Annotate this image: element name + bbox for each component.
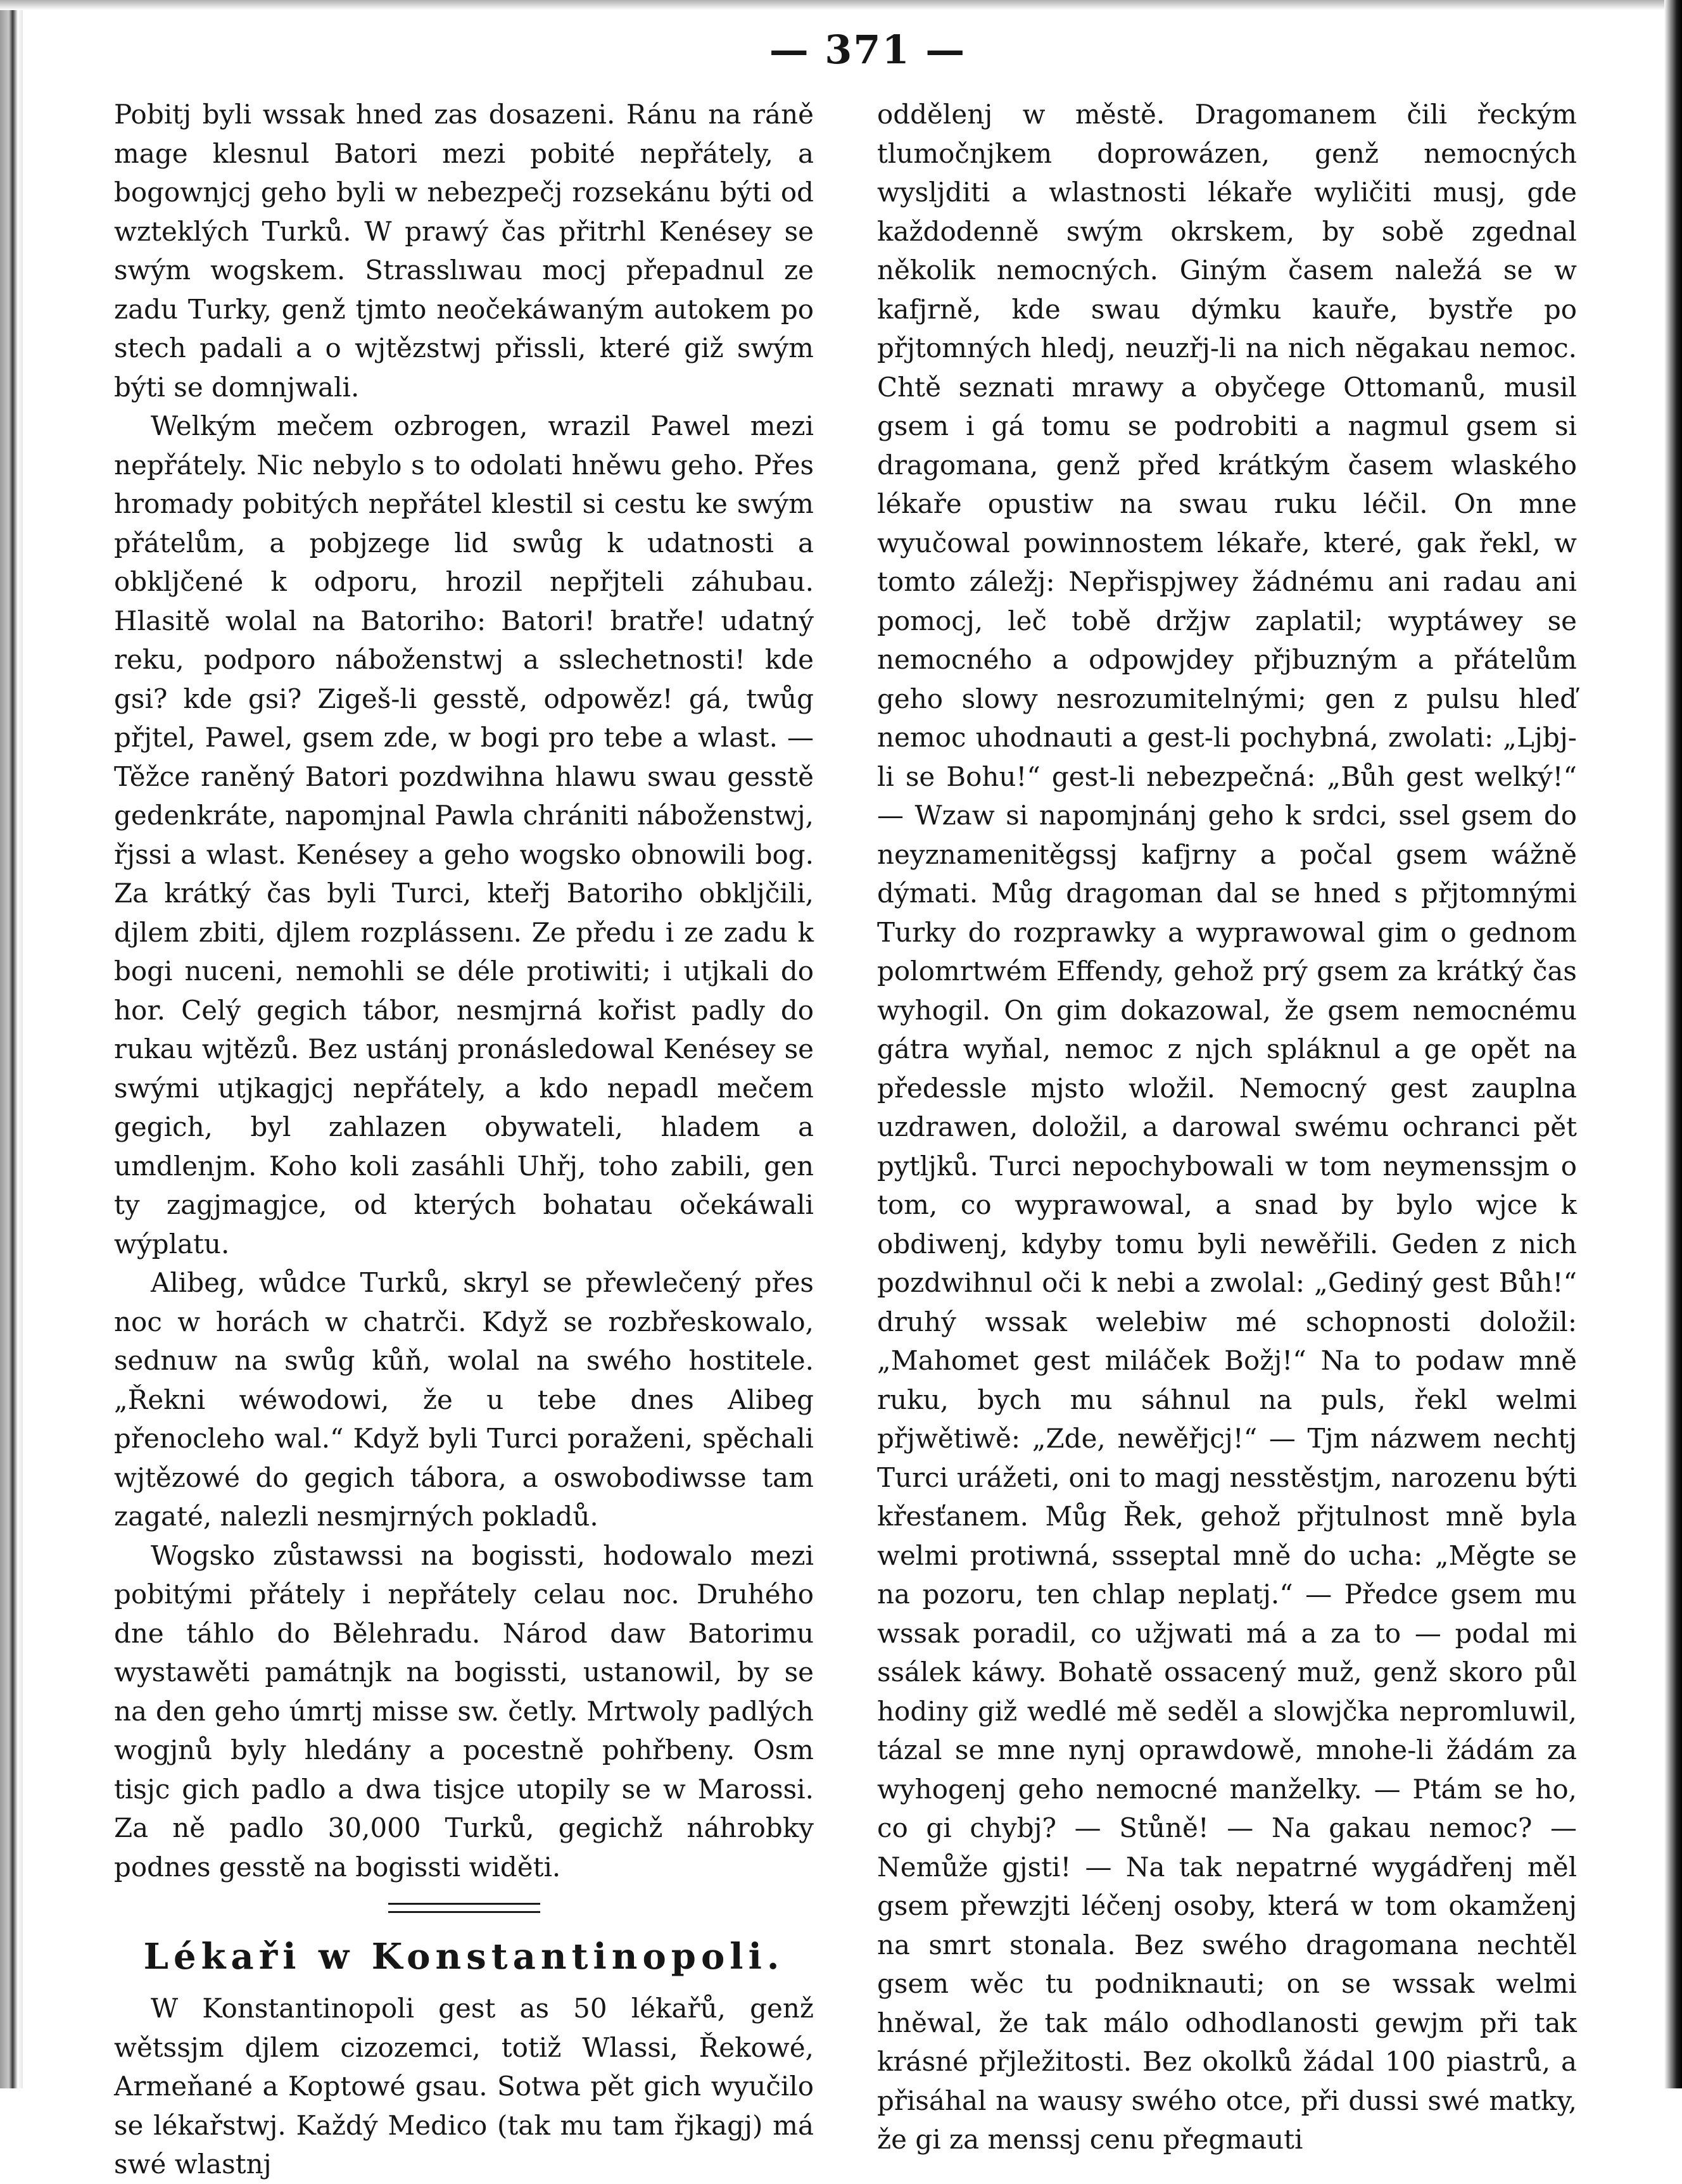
paragraph: Alibeg, wůdce Turků, skryl se přewlečený přes noc w horách w chatrči. Když se rozbřeskowalo, sednuw na swůg kůň, wolal na swého hostitele. „Řekni wéwodowi, že u tebe dnes Alibeg přenocleho wal.“ Když byli Turci poraženi, spěchali wjtězowé do gegich tábora, a oswobodiwsse tam zagaté, nalezli nesmjrných pokladů.	[114, 1267, 814, 1532]
scan-right-edge	[1664, 0, 1682, 2088]
scan-top-edge	[0, 0, 1682, 10]
paragraph: Wogsko zůstawssi na bogissti, hodowalo mezi pobitými přátely i nepřátely celau noc. Druhého dne táhlo do Bělehradu. Národ daw Batorimu wystawěti památnjk na bogissti, ustanowil, by se na den geho úmrtj misse sw. četly. Mrtwoly padlých wogjnů byly hledány a pocestně pohřbeny. Osm tisjc gich padlo a dwa tisjce utopily se w Marossi. Za ně padlo 30,000 Turků, gegichž náhrobky podnes gesstě na bogissti widěti.	[114, 1539, 814, 1883]
section-divider	[388, 1903, 540, 1913]
left-column	[114, 95, 814, 2184]
section-title: Lékaři w Konstantinopoli.	[143, 1936, 785, 1978]
page-number: — 371 —	[769, 26, 966, 73]
right-column	[877, 95, 1577, 2159]
section-intro: W Konstantinopoli gest as 50 lékařů, genž wětssjm djlem cizozemci, totiž Wlassi, Řekowé, Armeňané a Koptowé gsau. Sotwa pět gich wyučilo se lékařstwj. Každý Medico (tak mu tam řjkagj) má swé wlastnj	[114, 1993, 814, 2180]
paragraph: Pobitj byli wssak hned zas dosazeni. Ránu na ráně mage klesnul Batori mezi pobité nepřátely, a bogownjcj geho byli w nebezpečj rozsekánu býti od wzteklých Turků. W prawý čas přitrhl Kenésey se swým wogskem. Strasslıwau mocj přepadnul ze zadu Turky, genž tjmto neočekáwaným autokem po stech padali a o wjtězstwj přissli, které giž swým býti se domnjwali.	[114, 99, 814, 403]
paragraph: Welkým mečem ozbrogen, wrazil Pawel mezi nepřátely. Nic nebylo s to odolati hněwu geho. Přes hromady pobitých nepřátel klestil si cestu ke swým přátelům, a pobjzege lid swůg k udatnosti a obkljčené k odporu, hrozil nepřjteli záhubau. Hlasitě wolal na Batoriho: Batori! bratře! udatný reku, podporo náboženstwj a sslechetnosti! kde gsi? kde gsi? Zigeš-li gesstě, odpowěz! gá, twůg přjtel, Pawel, gsem zde, w bogi pro tebe a wlast. — Těžce raněný Batori pozdwihna hlawu swau gesstě gedenkráte, napomjnal Pawla chrániti náboženstwj, řjssi a wlast. Kenésey a geho wogsko obnowili bog. Za krátký čas byli Turci, kteřj Batoriho obkljčili, djlem zbiti, djlem rozplássenı. Ze předu i ze zadu k bogi nuceni, nemohli se déle protiwiti; i utjkali do hor. Celý gegich tábor, nesmjrná kořist padly do rukau wjtězů. Bez ustánj pronásledowal Kenésey se swými utjkagjcj nepřátely, a kdo nepadl mečem gegich, byl zahlazen obywateli, hladem a umdlenjm. Koho koli zasáhli Uhřj, toho zabili, gen ty zagjmagjce, od kterých bohatau očekáwali wýplatu.	[114, 410, 814, 1259]
scan-left-edge	[0, 0, 23, 2088]
paragraph: oddělenj w městě. Dragomanem čili řeckým tlumočnjkem doprowázen, genž nemocných wysljditi a wlastnosti lékaře wyličiti musj, gde každodenně swým okrskem, by sobě zgednal několik nemocných. Giným časem naležá se w kafjrně, kde swau dýmku kauře, bystře po přjtomných hledj, neuzřj-li na nich nĕgakau nemoc. Chtě seznati mrawy a obyčege Ottomanů, musil gsem i gá tomu se podrobiti a nagmul gsem si dragomana, genž před krátkým časem wlaského lékaře opustiw na swau ruku léčil. On mne wyučowal powinnostem lékaře, které, gak řekl, w tomto záležj: Nepřispjwey žádnému ani radau ani pomocj, leč tobě držjw zaplatil; wyptáwey se nemocného a odpowjdey přjbuzným a přátelům geho slowy nesrozumitelnými; gen z pulsu hleď nemoc uhodnauti a gest-li pochybná, zwolati: „Ljbj-li se Bohu!“ gest-li nebezpečná: „Bůh gest welký!“ — Wzaw si napomjnánj geho k srdci, ssel gsem do neyznamenitěgssj kafjrny a počal gsem wážně dýmati. Můg dragoman dal se hned s přjtomnými Turky do rozprawky a wyprawowal gim o gednom polomrtwém Effendy, gehož prý gsem za krátký čas wyhogil. On gim dokazowal, že gsem nemocnému gátra wyňal, nemoc z njch spláknul a ge opět na předessle mjsto wložil. Nemocný gest zauplna uzdrawen, doložil, a darowal swému ochranci pět pytljků. Turci nepochybowali w tom neymenssjm o tom, co wyprawowal, a snad by bylo wjce k obdiwenj, kdyby tomu byli newěřili. Geden z nich pozdwihnul oči k nebi a zwolal: „Gediný gest Bůh!“ druhý wssak welebiw mé schopnosti doložil: „Mahomet gest miláček Božj!“ Na to podaw mně ruku, bych mu sáhnul na puls, řekl welmi přjwětiwě: „Zde, newěřjcj!“ — Tjm názwem nechtj Turci urážeti, oni to magj nesstěstjm, narozenu býti křesťanem. Můg Řek, gehož přjtulnost mně byla welmi protiwná, ssseptal mně do ucha: „Měgte se na pozoru, ten chlap neplatj.“ — Předce gsem mu wssak poradil, co užjwati má a za to — podal mi ssálek káwy. Bohatě ossacený muž, genž skoro půl hodiny giž wedlé mě seděl a slowjčka nepromluwil, tázal se mne nynj oprawdowě, mnohe-li žádám za wyhogenj geho nemocné manželky. — Ptám se ho, co gi chybj? — Stůně! — Na gakau nemoc? — Nemůže gjsti! — Na tak nepatrné wygádřenj měl gsem přewzjti léčenj osoby, která w tom okamženj na smrt stonala. Bez swého dragomana nechtěl gsem wěc tu podniknauti; on se wssak welmi hněwal, že tak málo odhodlanosti gewjm při tak krásné přjležitosti. Bez okolků žádal 100 piastrů, a přisáhal na wausy swého otce, při dussi swé matky, že gi za menssj cenu přegmauti	[877, 99, 1577, 2155]
